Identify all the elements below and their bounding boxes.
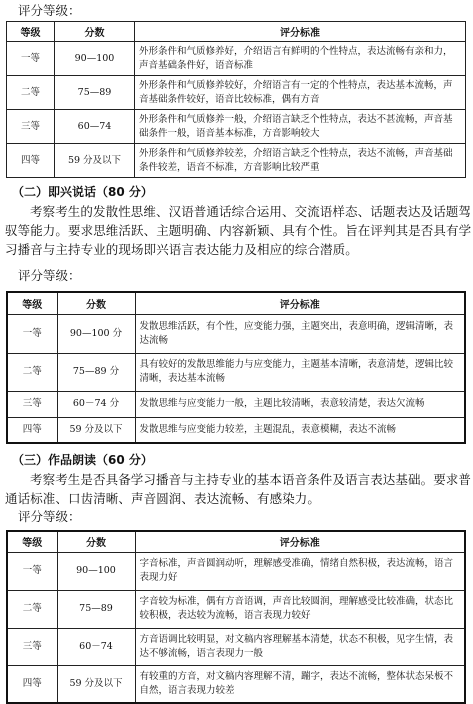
table-row bbox=[7, 628, 465, 665]
grade-cell: 四等 bbox=[7, 144, 55, 178]
header-grade: 等级 bbox=[7, 22, 55, 42]
criteria-cell: 有较重的方音，对文稿内容理解不清，蹦字，表达不流畅，整体状态呆板不自然，语言表现力较差 bbox=[135, 665, 465, 703]
grade-cell: 三等 bbox=[7, 110, 55, 144]
grade-cell: 一等 bbox=[7, 314, 57, 353]
table-header-row bbox=[7, 292, 465, 314]
grade-cell: 二等 bbox=[7, 353, 57, 391]
criteria-cell: 方音语调比较明显，对文稿内容理解基本清楚，状态不积极，见字生情，表达不够流畅，语言表现力一般 bbox=[135, 628, 465, 665]
criteria-cell: 发散思维与应变能力较差，主题混乱，表意模糊，表达不流畅 bbox=[135, 417, 465, 443]
criteria-cell: 发散思维与应变能力一般，主题比较清晰，表意较清楚，表达欠流畅 bbox=[135, 391, 465, 417]
table-row bbox=[7, 665, 465, 703]
header-score: 分数 bbox=[57, 292, 135, 314]
criteria-cell: 发散思维活跃，有个性，应变能力强，主题突出，表意明确，逻辑清晰，表达流畅 bbox=[135, 314, 465, 353]
criteria-cell: 外形条件和气质修养较好，介绍语言有一定的个性特点，表达基本流畅，声音基础条件较好，语音比较标准，偶有方音 bbox=[135, 76, 466, 110]
header-criteria: 评分标准 bbox=[135, 531, 465, 552]
grading-table-reading bbox=[6, 530, 466, 704]
table-row bbox=[7, 144, 466, 178]
table-row bbox=[7, 391, 465, 417]
grade-cell: 四等 bbox=[7, 417, 57, 443]
table-row bbox=[7, 552, 465, 590]
score-cell: 75—89 bbox=[57, 590, 135, 628]
header-criteria: 评分标准 bbox=[135, 292, 465, 314]
table-row bbox=[7, 110, 466, 144]
section-heading-impromptu: （二）即兴说话（80 分） bbox=[12, 185, 153, 199]
header-grade: 等级 bbox=[7, 531, 57, 552]
header-criteria: 评分标准 bbox=[135, 22, 466, 42]
table-row bbox=[7, 353, 465, 391]
score-cell: 59 分及以下 bbox=[57, 417, 135, 443]
grading-label: 评分等级： bbox=[18, 509, 81, 524]
table-row bbox=[7, 314, 465, 353]
grading-label: 评分等级： bbox=[18, 268, 81, 283]
section-paragraph-impromptu: 考察考生的发散性思维、汉语普通话综合运用、交流语样态、话题表达及话题驾驭等能力。要求思维活跃、主题明确、内容新颖、具有个性。旨在评判其是否具有学习播音与主持专业的现场即兴语言表达能力及相应的综合潜质。 bbox=[5, 204, 472, 257]
criteria-cell: 外形条件和气质修养好，介绍语言有鲜明的个性特点，表达流畅有亲和力，声音基础条件好，语音标准 bbox=[135, 42, 466, 76]
header-score: 分数 bbox=[57, 531, 135, 552]
criteria-cell: 字音标准，声音圆润动听，理解感受准确，情绪自然积极，表达流畅，语言表现力好 bbox=[135, 552, 465, 590]
grading-label: 评分等级： bbox=[18, 3, 81, 18]
criteria-cell: 字音较为标准，偶有方音语调，声音比较圆润，理解感受比较准确，状态比较积极，表达较为流畅，语言表现力较好 bbox=[135, 590, 465, 628]
table-row bbox=[7, 417, 465, 443]
score-cell: 90—100 bbox=[57, 552, 135, 590]
score-cell: 59 分及以下 bbox=[55, 144, 135, 178]
table-row bbox=[7, 42, 466, 76]
score-cell: 75—89 bbox=[55, 76, 135, 110]
score-cell: 90—100 分 bbox=[57, 314, 135, 353]
table-header-row bbox=[7, 22, 466, 42]
criteria-cell: 外形条件和气质修养一般，介绍语言缺乏个性特点，表达不甚流畅，声音基础条件一般，语音基本标准，方音影响较大 bbox=[135, 110, 466, 144]
table-row bbox=[7, 76, 466, 110]
table-row bbox=[7, 590, 465, 628]
score-cell: 59 分及以下 bbox=[57, 665, 135, 703]
header-score: 分数 bbox=[55, 22, 135, 42]
grade-cell: 二等 bbox=[7, 590, 57, 628]
grading-table-impromptu bbox=[6, 291, 466, 444]
grade-cell: 一等 bbox=[7, 552, 57, 590]
score-cell: 75—89 分 bbox=[57, 353, 135, 391]
criteria-cell: 外形条件和气质修养较差，介绍语言缺乏个性特点，表达不流畅，声音基础条件较差，语音不标准，方音影响比较严重 bbox=[135, 144, 466, 178]
score-cell: 60－74 bbox=[57, 628, 135, 665]
score-cell: 90—100 bbox=[55, 42, 135, 76]
section-paragraph-reading: 考察考生是否具备学习播音与主持专业的基本语音条件及语言表达基础。要求普通话标准、口齿清晰、声音圆润、表达流畅、有感染力。 bbox=[5, 472, 472, 506]
score-cell: 60—74 bbox=[55, 110, 135, 144]
grading-table-self-intro bbox=[6, 21, 466, 178]
table-header-row bbox=[7, 531, 465, 552]
score-cell: 60－74 分 bbox=[57, 391, 135, 417]
grade-cell: 二等 bbox=[7, 76, 55, 110]
grade-cell: 三等 bbox=[7, 391, 57, 417]
grade-cell: 三等 bbox=[7, 628, 57, 665]
grade-cell: 四等 bbox=[7, 665, 57, 703]
header-grade: 等级 bbox=[7, 292, 57, 314]
grade-cell: 一等 bbox=[7, 42, 55, 76]
section-heading-reading: （三）作品朗读（60 分） bbox=[12, 453, 153, 467]
criteria-cell: 具有较好的发散思维能力与应变能力，主题基本清晰，表意清楚，逻辑比较清晰，表达基本流畅 bbox=[135, 353, 465, 391]
